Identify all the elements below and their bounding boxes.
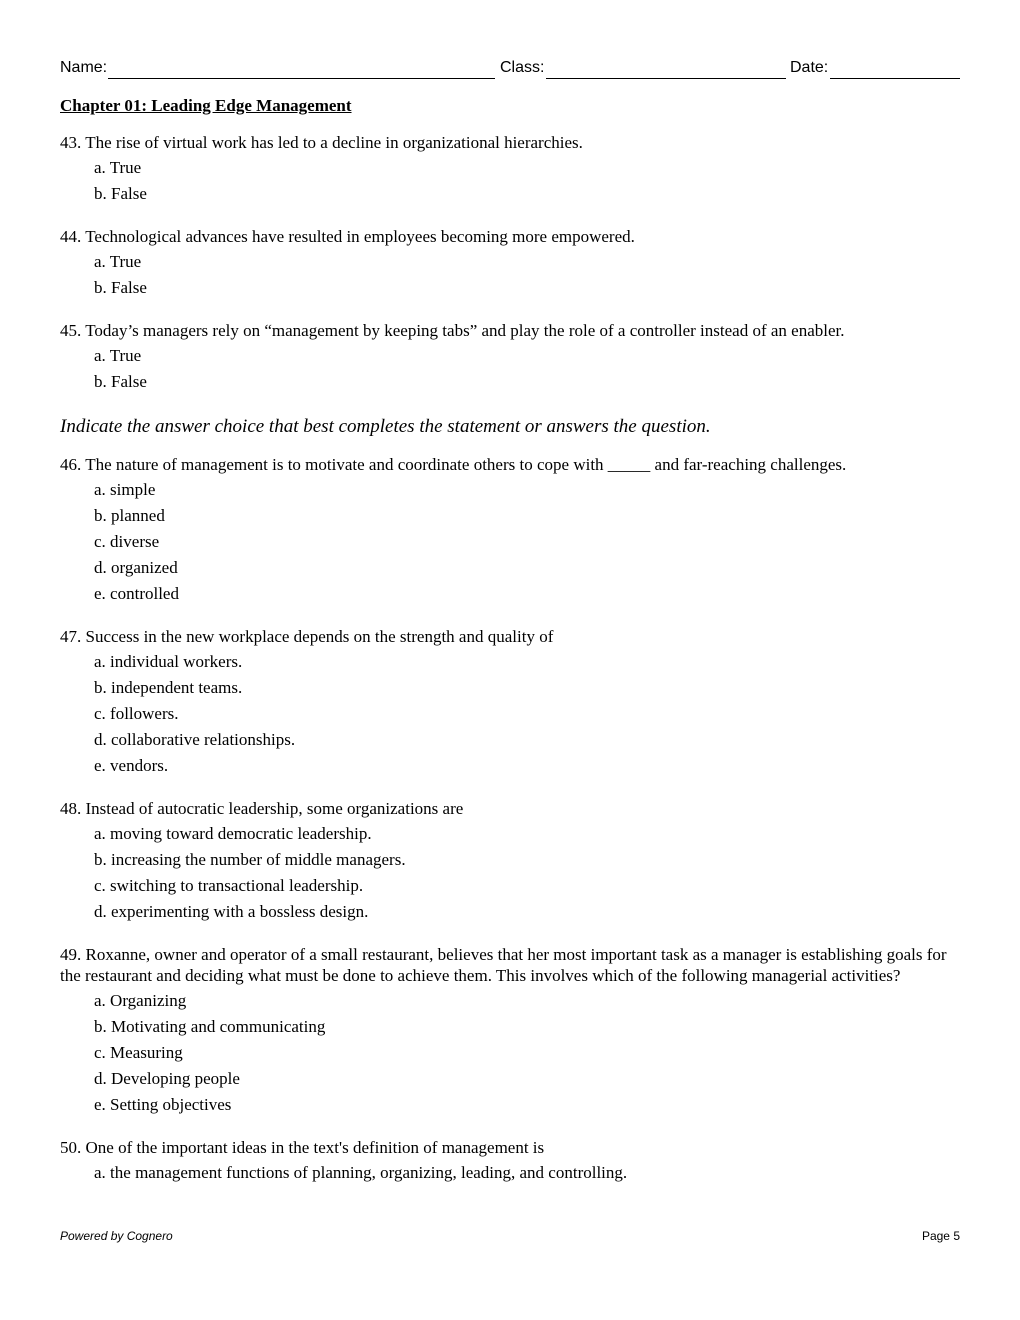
answer-option: c. diverse [94,532,160,551]
answer-option: a. the management functions of planning, organizing, leading, and controlling. [94,1163,628,1182]
question-stem: One of the important ideas in the text's definition of management is [85,1138,545,1157]
question-text [60,454,960,475]
multiple-choice-section [60,454,960,1186]
question-text [60,798,960,819]
answer-option: b. Motivating and communicating [94,1017,326,1036]
question-list [60,132,960,1205]
instruction-text: Indicate the answer choice that best completes the statement or answers the question. [60,416,711,437]
page-number: Page 5 [921,1229,960,1243]
question-stem: Technological advances have resulted in employees becoming more empowered. [85,227,635,246]
question-text [60,626,960,647]
question-49 [60,944,960,1118]
question-44 [60,226,960,301]
question-number: 43. [60,133,82,152]
question-stem: Today’s managers rely on “management by keeping tabs” and play the role of a controller instead of an enabler. [85,321,845,340]
question-50 [60,1137,960,1186]
question-number: 44. [60,227,82,246]
header-fields [60,59,960,81]
answer-option: d. Developing people [94,1069,240,1088]
answer-option: e. controlled [94,584,179,603]
answer-option: c. followers. [94,704,179,723]
answer-option: b. independent teams. [94,678,243,697]
true-false-section [60,132,960,395]
answer-option: d. collaborative relationships. [94,730,296,749]
answer-option: d. experimenting with a bossless design. [94,902,369,921]
name-line [108,78,495,79]
answer-option: a. True [94,252,142,271]
answer-option: b. False [94,278,147,297]
question-stem: Roxanne, owner and operator of a small restaurant, believes that her most important task as a manager is establishing goals for the restaurant and deciding what must be done to achieve them. This involves which of the following managerial activities? [60,945,947,985]
name-label: Name: [60,59,108,76]
answer-option: a. True [94,158,142,177]
question-number: 50. [60,1138,82,1157]
question-number: 47. [60,627,82,646]
answer-option: b. planned [94,506,165,525]
question-stem: The rise of virtual work has led to a decline in organizational hierarchies. [85,133,583,152]
answer-option: d. organized [94,558,178,577]
question-number: 46. [60,455,82,474]
answer-option: b. False [94,372,147,391]
answer-option: c. Measuring [94,1043,183,1062]
question-number: 45. [60,321,82,340]
answer-option: a. simple [94,480,156,499]
class-line [546,78,786,79]
question-46 [60,454,960,607]
answer-option: a. Organizing [94,991,187,1010]
question-48 [60,798,960,925]
answer-option: c. switching to transactional leadership. [94,876,364,895]
chapter-title: Chapter 01: Leading Edge Management [60,96,352,115]
class-label: Class: [500,59,545,76]
answer-option: a. moving toward democratic leadership. [94,824,372,843]
date-line [830,78,960,79]
question-stem: Success in the new workplace depends on the strength and quality of [85,627,554,646]
answer-option: e. Setting objectives [94,1095,232,1114]
question-45 [60,320,960,395]
answer-option: e. vendors. [94,756,169,775]
answer-option: b. increasing the number of middle managers. [94,850,406,869]
powered-by: Powered by Cognero [60,1229,173,1243]
question-text [60,320,960,341]
question-number: 48. [60,799,82,818]
answer-option: a. True [94,346,142,365]
answer-option: b. False [94,184,147,203]
question-47 [60,626,960,779]
question-stem: The nature of management is to motivate and coordinate others to cope with _____ and far-reaching challenges. [85,455,847,474]
question-text [60,132,960,153]
question-text [60,944,960,986]
question-stem: Instead of autocratic leadership, some organizations are [85,799,464,818]
question-text [60,1137,960,1158]
date-label: Date: [790,59,829,76]
question-number: 49. [60,945,82,964]
question-43 [60,132,960,207]
question-text [60,226,960,247]
answer-option: a. individual workers. [94,652,243,671]
